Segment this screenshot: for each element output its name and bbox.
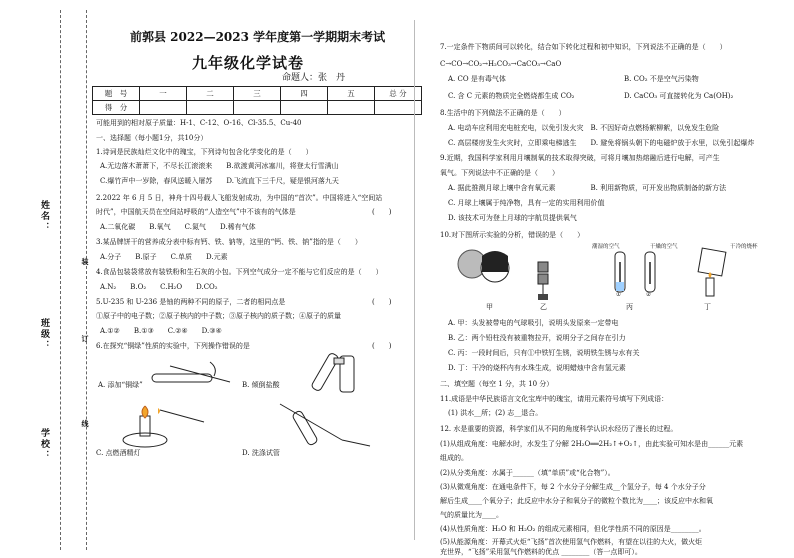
figure-bing-iron-nails <box>615 252 655 292</box>
author: 命题人：张 丹 <box>282 73 346 83</box>
figure-label-ding: 丁 <box>704 303 711 311</box>
score-cell[interactable] <box>281 101 328 115</box>
exam-title: 前郭县 2022—2023 学年度第一学期期末考试 <box>130 30 386 44</box>
answer-paren[interactable]: ( ) <box>372 342 392 350</box>
figure-label-jia: 甲 <box>486 303 493 311</box>
score-cell: 五 <box>328 87 375 101</box>
question-7-option-d: D. CaCO₃ 可直接转化为 Ca(OH)₂ <box>624 92 734 100</box>
question-9-line2: 氧气。下列说法中不正确的是（ ） <box>440 169 559 177</box>
question-5-options: A.①② B.①③ C.②④ D.③④ <box>100 327 222 335</box>
question-5: 5.U-235 和 U-236 是铀的两种不同的原子，二者的相同点是 <box>96 298 286 306</box>
question-3-options: A.分子 B.原子 C.单质 D.元素 <box>100 253 228 261</box>
question-12-part1-cont: 组成的。 <box>440 454 468 462</box>
question-7-option-c: C. 含 C 元素的物质完全燃烧都生成 CO₂ <box>448 92 575 100</box>
question-2-line2: 时代”，中国航天员在空间站呼吸的“人造空气”中不该有的气体是 <box>96 208 296 216</box>
q10-experiment-figures <box>450 244 750 302</box>
class-label: 班级： <box>39 318 49 351</box>
score-cell: 一 <box>140 87 187 101</box>
question-2-options: A.二氧化碳 B.氧气 C.氮气 D.稀有气体 <box>100 223 256 231</box>
score-cell[interactable] <box>234 101 281 115</box>
add-verdigris-figure <box>150 358 240 394</box>
question-9-option-d: D. 该技术可为登上月球的宇航员提供氧气 <box>448 214 577 222</box>
figure-note-1: ① <box>616 292 621 298</box>
atomic-masses: 可能用到的相对原子质量：H-1、C-12、O-16、Cl-35.5、Cu-40 <box>96 119 302 127</box>
score-cell[interactable] <box>140 101 187 115</box>
question-1-options-cd: C.爆竹声中一岁除，春风送暖入屠苏 D.飞流直下三千尺，疑是银河落九天 <box>100 177 339 185</box>
question-12-part5: (5)从能源角度：开幕式火炬“飞扬”首次使用氢气作燃料，有望在以往的大火，做火炬 <box>440 538 703 546</box>
question-7-option-a: A. CO 是有毒气体 <box>448 75 506 83</box>
question-8: 8.生活中的下列做法不正确的是（ ） <box>440 109 566 117</box>
question-12-part3[interactable]: (3)从微观角度：在通电条件下，每 2 个水分子分解生成__个氢分子，每 4 个水分子分 <box>440 483 706 491</box>
section-1-heading: 一、选择题（每小题1分，共10分） <box>96 134 208 142</box>
pour-acid-figure <box>290 350 380 396</box>
question-12-part4[interactable]: (4)从性质角度：H₂O 和 H₂O₂ 的组成元素相同，但化学性质不同的原因是________。 <box>440 525 706 533</box>
figure-note-cold-beaker: 干冷的烧杯 <box>730 244 758 250</box>
figure-a-label: A. 添加“铜绿” <box>98 381 143 389</box>
figure-c-label: C. 点燃酒精灯 <box>96 449 141 457</box>
binding-line-1 <box>60 10 61 550</box>
question-8-options-ab: A. 电动车应利用充电桩充电，以免引发火灾 B. 不因好奇点燃杨絮柳絮，以免发生危险 <box>448 124 720 132</box>
question-1-options-ab: A.无边落木萧萧下，不尽长江滚滚来 B.欲渡黄河冰塞川，将登太行雪满山 <box>100 162 339 170</box>
question-7-option-b: B. CO₂ 不是空气污染物 <box>624 75 699 83</box>
question-2-line1: 2.2022 年 6 月 5 日，神舟十四号载人飞船发射成功，为中国的“首次”。中国将进入“空间站 <box>96 194 383 202</box>
question-4-options: A.N₂ B.O₂ C.H₂O D.CO₂ <box>100 283 218 291</box>
figure-note-moist-air: 潮湿的空气 <box>592 244 620 250</box>
question-10: 10.对下图所示实验的分析，错误的是（ ） <box>440 231 585 239</box>
name-label: 姓名： <box>39 200 49 233</box>
question-1: 1.诗词是民族灿烂文化中的瑰宝，下列诗句包含化学变化的是（ ） <box>96 148 313 156</box>
question-5-items: ①原子中的电子数；②原子核内的中子数；③原子核内的质子数；④原子的质量 <box>96 312 341 320</box>
seal-char-2: 订 <box>81 335 90 344</box>
question-9-options-ab: A. 据此推测月球上壤中含有氧元素 B. 利用新物质，可开发出物质制备的新方法 <box>448 184 727 192</box>
score-cell: 总 分 <box>375 87 422 101</box>
score-value-row <box>93 101 422 115</box>
question-12-part3-cont2[interactable]: 气的质量比为____。 <box>440 511 503 519</box>
question-12-part5-cont[interactable]: 充世界，“飞扬”采用氢气作燃料的优点 ________（答一点即可）。 <box>440 548 642 556</box>
figure-label-yi: 乙 <box>540 303 547 311</box>
score-cell: 三 <box>234 87 281 101</box>
question-12: 12. 水是重要的资源，科学家们从不同的角度科学认识水经历了漫长的过程。 <box>440 425 678 433</box>
answer-paren[interactable]: ( ) <box>372 208 392 216</box>
seal-char-1: 装 <box>81 258 90 267</box>
figure-label-bing: 丙 <box>626 303 633 311</box>
section-2-heading: 二、填空题（每空 1 分，共 10 分） <box>440 380 554 388</box>
school-label: 学校： <box>39 428 49 461</box>
score-cell[interactable] <box>328 101 375 115</box>
score-cell: 四 <box>281 87 328 101</box>
subject-title: 九年级化学试卷 <box>192 54 305 72</box>
question-8-options-cd: C. 高层楼房发生火灾时，立即乘电梯逃生 D. 避免将锅头朝下的电磁炉放于水里，以免引起爆炸 <box>448 139 755 147</box>
question-7-chain: C→CO→CO₂→H₂CO₃→CaCO₃→CaO <box>440 60 562 68</box>
score-cell: 得 分 <box>93 101 140 115</box>
question-10-option-a: A. 甲：头发被带电的气球吸引，说明头发原来一定带电 <box>448 319 619 327</box>
answer-paren[interactable]: ( ) <box>372 298 392 306</box>
question-10-option-b: B. 乙：两个铅柱没有被重物拉开，说明分子之间存在引力 <box>448 334 626 342</box>
wash-tube-figure <box>270 400 380 450</box>
score-cell: 题 号 <box>93 87 140 101</box>
question-12-part2[interactable]: (2)从分类角度：水属于______（填“单质”或“化合物”）。 <box>440 469 615 477</box>
score-table <box>92 86 422 115</box>
question-12-part1[interactable]: (1)从组成角度：电解水时，水发生了分解 2H₂O══2H₂↑+O₂↑，由此实验可知水是由______元素 <box>440 440 744 448</box>
question-6: 6.在探究“铜绿”性质的实验中，下列操作错误的是 <box>96 342 250 350</box>
question-11: 11.成语是中华民族语言文化宝库中的瑰宝，请用元素符号填写下列成语： <box>440 395 669 403</box>
question-9-option-c: C. 月球上壤属于纯净物，具有一定的实用利用价值 <box>448 199 605 207</box>
question-11-items[interactable]: (1) 洪水__所；(2) 志__退合。 <box>448 409 543 417</box>
figure-d-label: D. 洗涤试管 <box>242 449 280 457</box>
question-10-option-c: C. 丙：一段时间后，只有①中铁钉生锈，说明铁生锈与水有关 <box>448 349 640 357</box>
score-cell: 二 <box>187 87 234 101</box>
question-9-line1: 9.近期，我国科学家利用月壤制氧的技术取得突破，可将月壤加热熔融后进行电解，可产生 <box>440 154 720 162</box>
light-lamp-figure <box>100 402 210 448</box>
figure-note-dry-air: 干燥的空气 <box>650 244 678 250</box>
question-4: 4.食品包装袋常放有装铁粉和生石灰的小包。下列空气成分一定不能与它们反应的是（ ） <box>96 268 383 276</box>
question-10-option-d: D. 丁：干冷的烧杯内有水珠生成，说明蜡烛中含有氢元素 <box>448 364 626 372</box>
score-header-row <box>93 87 422 101</box>
question-12-part3-cont[interactable]: 解后生成____个氧分子；此反应中水分子和氧分子的微粒个数比为____；该反应中水和氧 <box>440 497 713 505</box>
question-7: 7.一定条件下物质间可以转化，结合如下转化过程和初中知识，下列说法不正确的是（ ） <box>440 43 727 51</box>
figure-note-2: ② <box>646 292 651 298</box>
figure-b-label: B. 倾倒盐酸 <box>242 381 280 389</box>
figure-jia-balloon-hair <box>458 250 509 282</box>
figure-yi-lead-cylinders <box>538 262 548 300</box>
column-divider <box>414 20 415 540</box>
score-cell[interactable] <box>187 101 234 115</box>
question-3: 3.某品牌饼干的营养成分表中标有钙、铁、钠等，这里的“钙、铁、钠”指的是（ ） <box>96 238 362 246</box>
seal-char-3: 线 <box>81 420 90 429</box>
figure-ding-candle-beaker <box>698 248 726 296</box>
binding-line-2 <box>86 10 87 550</box>
